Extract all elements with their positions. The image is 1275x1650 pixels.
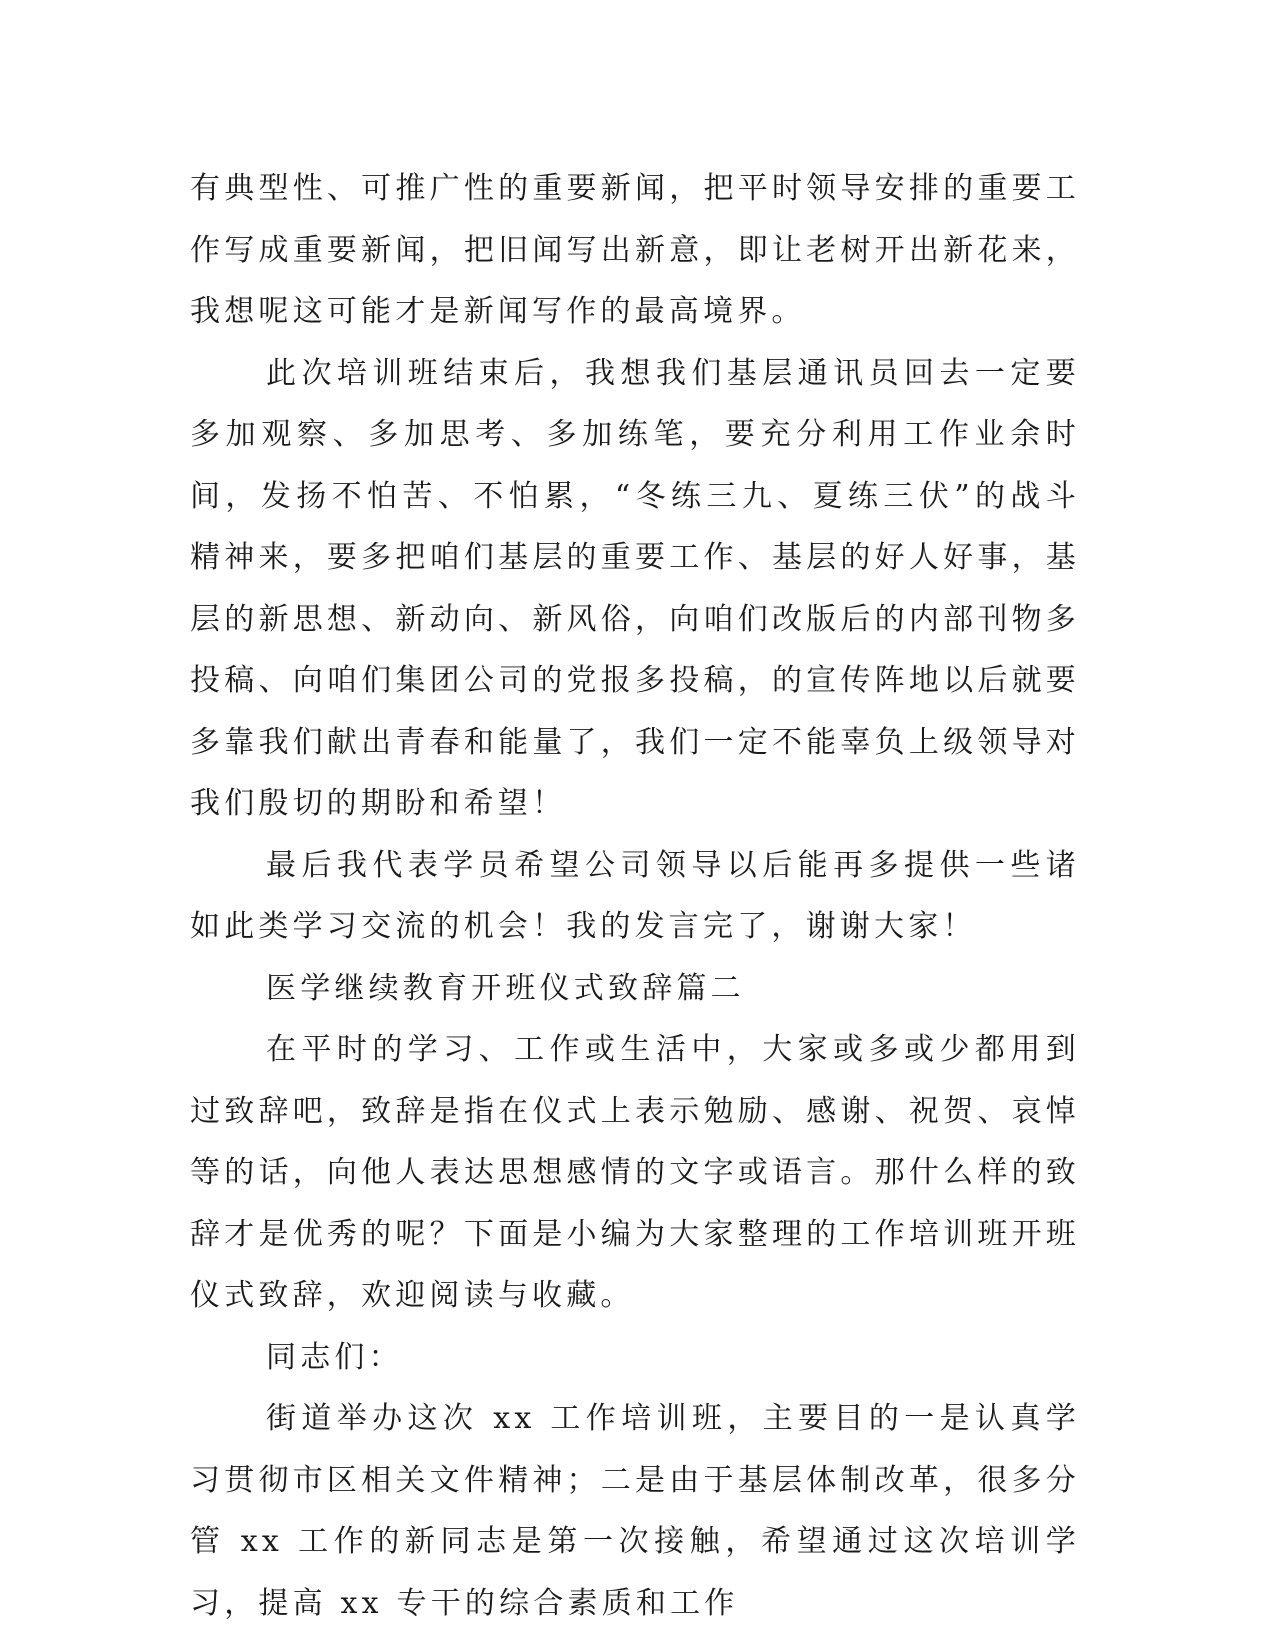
salutation: 同志们： — [266, 1339, 403, 1375]
paragraph-speech-start: 街道举办这次 xx 工作培训班，主要目的一是认真学习贯彻市区相关文件精神；二是由于基层体制改革，很多分管 xx 工作的新同志是第一次接触，希望通过这次培训学习，提高 xx 专干的综合素质和工作 — [190, 1401, 1080, 1621]
paragraph-closing-remarks: 最后我代表学员希望公司领导以后能再多提供一些诸如此类学习交流的机会！我的发言完了，谢谢大家！ — [190, 847, 1080, 944]
section-heading: 医学继续教育开班仪式致辞篇二 — [266, 970, 745, 1006]
paragraph-training-reflection: 此次培训班结束后，我想我们基层通讯员回去一定要多加观察、多加思考、多加练笔，要充分利用工作业余时间，发扬不怕苦、不怕累，“冬练三九、夏练三伏”的战斗精神来，要多把咱们基层的重要工作、基层的好人好事，基层的新思想、新动向、新风俗，向咱们改版后的内部刊物多投稿、向咱们集团公司的党报多投稿，的宣传阵地以后就要多靠我们献出青春和能量了，我们一定不能辜负上级领导对我们殷切的期盼和希望！ — [190, 355, 1080, 821]
paragraph-continuation: 有典型性、可推广性的重要新闻，把平时领导安排的重要工作写成重要新闻，把旧闻写出新意，即让老树开出新花来，我想呢这可能才是新闻写作的最高境界。 — [190, 171, 1080, 329]
paragraph-intro: 在平时的学习、工作或生活中，大家或多或少都用到过致辞吧，致辞是指在仪式上表示勉励、感谢、祝贺、哀悼等的话，向他人表达思想感情的文字或语言。那什么样的致辞才是优秀的呢？下面是小编为大家整理的工作培训班开班仪式致辞，欢迎阅读与收藏。 — [190, 1032, 1080, 1313]
document-body — [190, 158, 1080, 1634]
